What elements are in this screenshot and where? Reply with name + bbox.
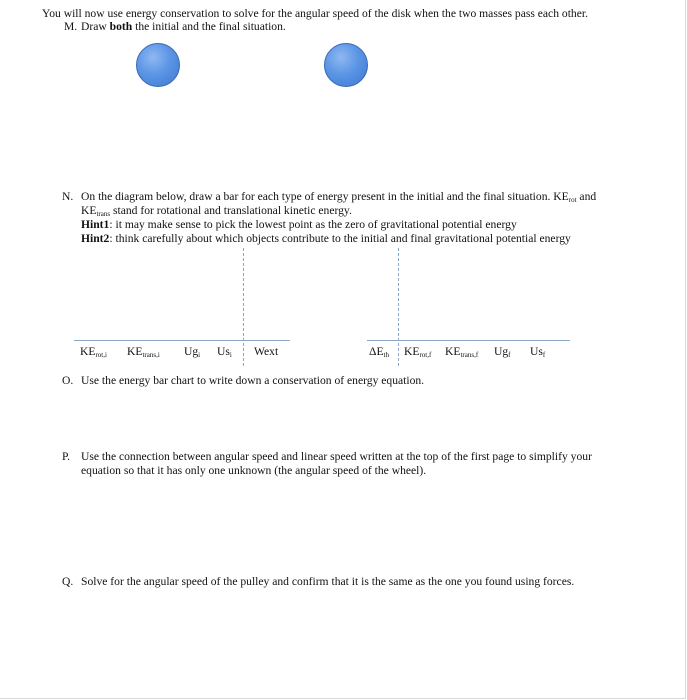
n-line1-text: On the diagram below, draw a bar for each type of energy present in the initial and the final situation. KE bbox=[81, 190, 569, 203]
right-chart-divider bbox=[398, 248, 399, 366]
n-line2-sub: trans bbox=[96, 210, 111, 218]
n-line2-text: KE bbox=[81, 204, 97, 217]
label-us-i: $Us_i$ bbox=[217, 345, 232, 359]
m-text-post: the initial and the final situation. bbox=[132, 20, 286, 33]
m-marker: M. bbox=[64, 20, 78, 33]
m-text-pre: Draw bbox=[81, 20, 110, 33]
label-delta-e-th: $\Delta E_{th}$ bbox=[369, 345, 389, 359]
left-chart-baseline bbox=[74, 340, 290, 341]
final-disk bbox=[324, 43, 368, 87]
intro-text: You will now use energy conservation to solve for the angular speed of the disk when the two masses pass each other. bbox=[42, 7, 588, 20]
label-ke-trans-i: $KE_{trans,i}$ bbox=[127, 345, 160, 359]
hint1 bbox=[81, 218, 517, 232]
n-line1-sub: rot bbox=[568, 196, 577, 204]
m-question bbox=[81, 20, 286, 34]
n-line2 bbox=[81, 204, 352, 218]
n-line1-end: and bbox=[576, 190, 597, 203]
q-text: Solve for the angular speed of the pulley and confirm that it is the same as the one you found using forces. bbox=[81, 575, 575, 588]
label-ke-trans-f: $KE_{trans,f}$ bbox=[445, 345, 479, 359]
hint2 bbox=[81, 232, 571, 246]
m-text-bold: both bbox=[109, 20, 133, 33]
o-marker: O. bbox=[62, 374, 74, 387]
hint1-label: Hint1 bbox=[81, 218, 110, 231]
label-ke-rot-i: $KE_{rot,i}$ bbox=[80, 345, 107, 359]
left-chart-divider bbox=[243, 248, 244, 366]
label-wext: Wext bbox=[254, 345, 279, 358]
hint2-text: : think carefully about which objects contribute to the initial and final gravitational potential energy bbox=[109, 232, 571, 245]
p-line1: Use the connection between angular speed and linear speed written at the top of the first page to simplify your bbox=[81, 450, 592, 463]
q-marker: Q. bbox=[62, 575, 74, 588]
hint1-text: : it may make sense to pick the lowest point as the zero of gravitational potential energy bbox=[109, 218, 517, 231]
n-line1 bbox=[81, 190, 596, 204]
label-us-f: $Us_f$ bbox=[530, 345, 546, 359]
label-ug-f: $Ug_f$ bbox=[494, 345, 511, 359]
p-line2: equation so that it has only one unknown (the angular speed of the wheel). bbox=[81, 464, 427, 477]
n-line2-end: stand for rotational and translational kinetic energy. bbox=[110, 204, 352, 217]
label-ke-rot-f: $KE_{rot,f}$ bbox=[404, 345, 432, 359]
hint2-label: Hint2 bbox=[81, 232, 110, 245]
o-text: Use the energy bar chart to write down a conservation of energy equation. bbox=[81, 374, 425, 387]
n-marker: N. bbox=[62, 190, 74, 203]
initial-disk bbox=[136, 43, 180, 87]
label-ug-i: $Ug_i$ bbox=[184, 345, 201, 359]
p-marker: P. bbox=[62, 450, 71, 463]
